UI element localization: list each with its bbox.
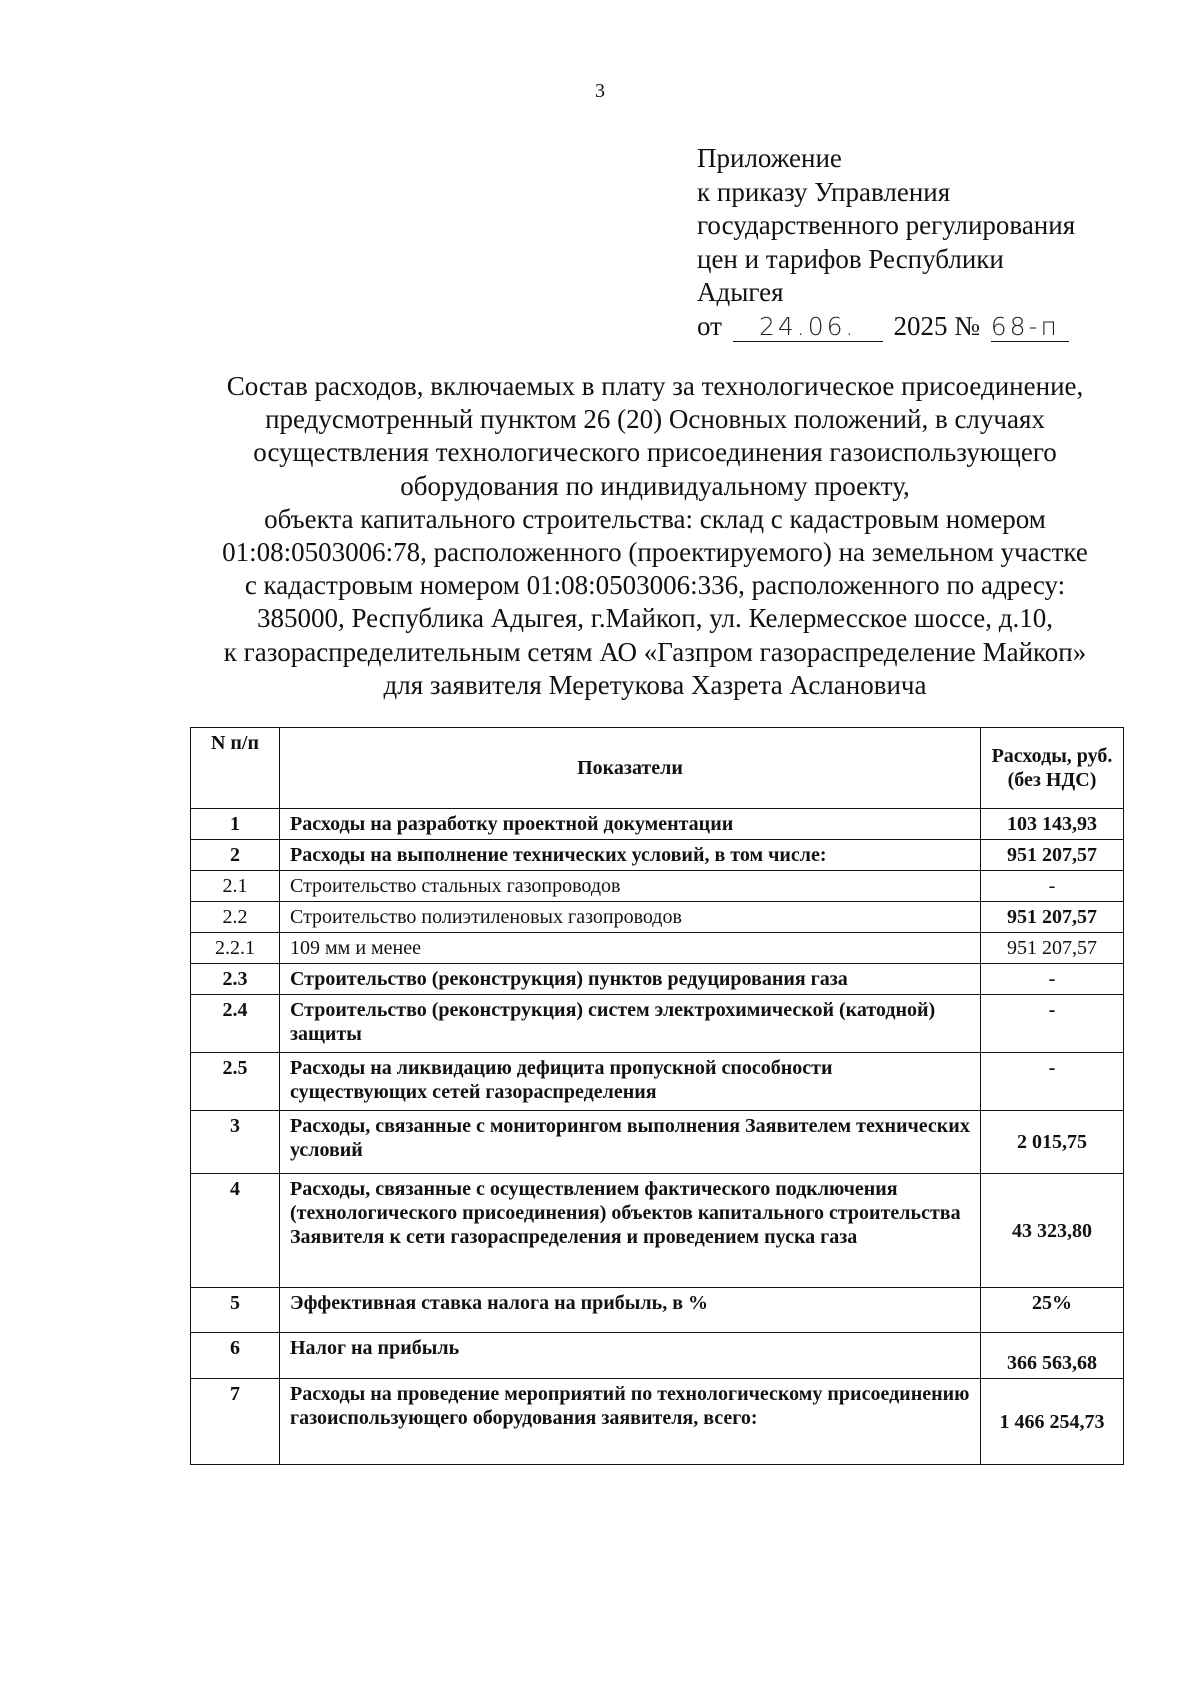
appendix-line: цен и тарифов Республики [697,243,1004,274]
appendix-line: государственного регулирования [697,210,1076,240]
table-row [191,995,1124,1053]
appendix-line: Адыгея [697,277,784,307]
table-row [191,809,1124,840]
title-line: Состав расходов, включаемых в плату за технологическое присоединение, [226,371,1084,401]
row-value: - [981,964,1124,995]
row-num: 6 [191,1333,280,1379]
appendix-line: Приложение [697,143,842,173]
row-value: - [981,871,1124,902]
table-row [191,1174,1124,1288]
table-row [191,902,1124,933]
costs-table [190,727,1124,1465]
table-row [191,840,1124,871]
row-num: 1 [191,809,280,840]
table-row [191,871,1124,902]
appendix-date-line [697,310,1137,344]
row-value: 25% [981,1288,1124,1333]
table-row [191,1288,1124,1333]
row-value: 951 207,57 [981,840,1124,871]
row-name: Строительство (реконструкция) систем электрохимической (катодной) защиты [280,995,981,1053]
header-indicator: Показатели [280,728,981,809]
row-num: 2.2 [191,902,280,933]
order-year: 2025 [893,310,948,341]
row-num: 2.2.1 [191,933,280,964]
row-value: 951 207,57 [981,933,1124,964]
title-line: 01:08:0503006:78, расположенного (проектируемого) на земельном участке [222,537,1088,568]
table-row [191,964,1124,995]
appendix-block [697,142,1137,343]
page-number: 3 [595,80,605,102]
row-value: 2 015,75 [981,1111,1124,1174]
row-num: 5 [191,1288,280,1333]
table-row [191,1111,1124,1174]
row-value: 366 563,68 [981,1333,1124,1379]
title-line: осуществления технологического присоединения газоиспользующего [253,437,1057,468]
title-line: к газораспределительным сетям АО «Газпром газораспределение Майкоп» [223,636,1087,667]
title-line: для заявителя Меретукова Хазрета Аслановича [383,669,927,700]
row-name: Расходы на ликвидацию дефицита пропускной способности существующих сетей газораспределения [280,1053,981,1111]
table-row [191,933,1124,964]
row-num: 2.5 [191,1053,280,1111]
row-name: Эффективная ставка налога на прибыль, в % [280,1288,981,1333]
row-num: 2.4 [191,995,280,1053]
title-line: оборудования по индивидуальному проекту, [400,470,910,501]
row-name: Расходы на проведение мероприятий по технологическому присоединению газоиспользующего оборудования заявителя, всего: [280,1379,981,1465]
header-value: Расходы, руб. (без НДС) [981,728,1124,809]
row-name: Строительство стальных газопроводов [280,871,981,902]
row-num: 2 [191,840,280,871]
row-value: 103 143,93 [981,809,1124,840]
row-value: 1 466 254,73 [981,1379,1124,1465]
title-line: предусмотренный пунктом 26 (20) Основных положений, в случаях [265,404,1045,435]
row-value: - [981,995,1124,1053]
row-name: Расходы, связанные с мониторингом выполнения Заявителем технических условий [280,1111,981,1174]
row-name: Строительство (реконструкция) пунктов редуцирования газа [280,964,981,995]
table-header-row [191,728,1124,809]
document-title [140,370,1170,702]
row-num: 2.3 [191,964,280,995]
row-num: 2.1 [191,871,280,902]
title-line: объекта капитального строительства: склад с кадастровым номером [264,503,1046,534]
title-line: с кадастровым номером 01:08:0503006:336, расположенного по адресу: [244,570,1066,601]
row-num: 7 [191,1379,280,1465]
handwritten-date: 24.06. [733,313,883,342]
row-name: Расходы на выполнение технических условий, в том числе: [280,840,981,871]
table-row [191,1379,1124,1465]
row-name: Строительство полиэтиленовых газопроводов [280,902,981,933]
row-value: - [981,1053,1124,1111]
appendix-line: к приказу Управления [697,176,951,207]
table-row [191,1333,1124,1379]
row-num: 4 [191,1174,280,1288]
row-value: 43 323,80 [981,1174,1124,1288]
table-row [191,1053,1124,1111]
row-name: Расходы на разработку проектной документации [280,809,981,840]
row-name: 109 мм и менее [280,933,981,964]
title-line: 385000, Республика Адыгея, г.Майкоп, ул. Келермесское шоссе, д.10, [256,603,1054,634]
date-prefix: от [697,310,722,341]
row-num: 3 [191,1111,280,1174]
row-name: Налог на прибыль [280,1333,981,1379]
header-num: N п/п [191,728,280,809]
row-value: 951 207,57 [981,902,1124,933]
row-name: Расходы, связанные с осуществлением фактического подключения (технологического присоединения) объектов капитального строительства Заявителя к сети газораспределения и проведением пуска газа [280,1174,981,1288]
number-sign: № [954,310,980,341]
handwritten-order-number: 68-п [991,313,1069,342]
